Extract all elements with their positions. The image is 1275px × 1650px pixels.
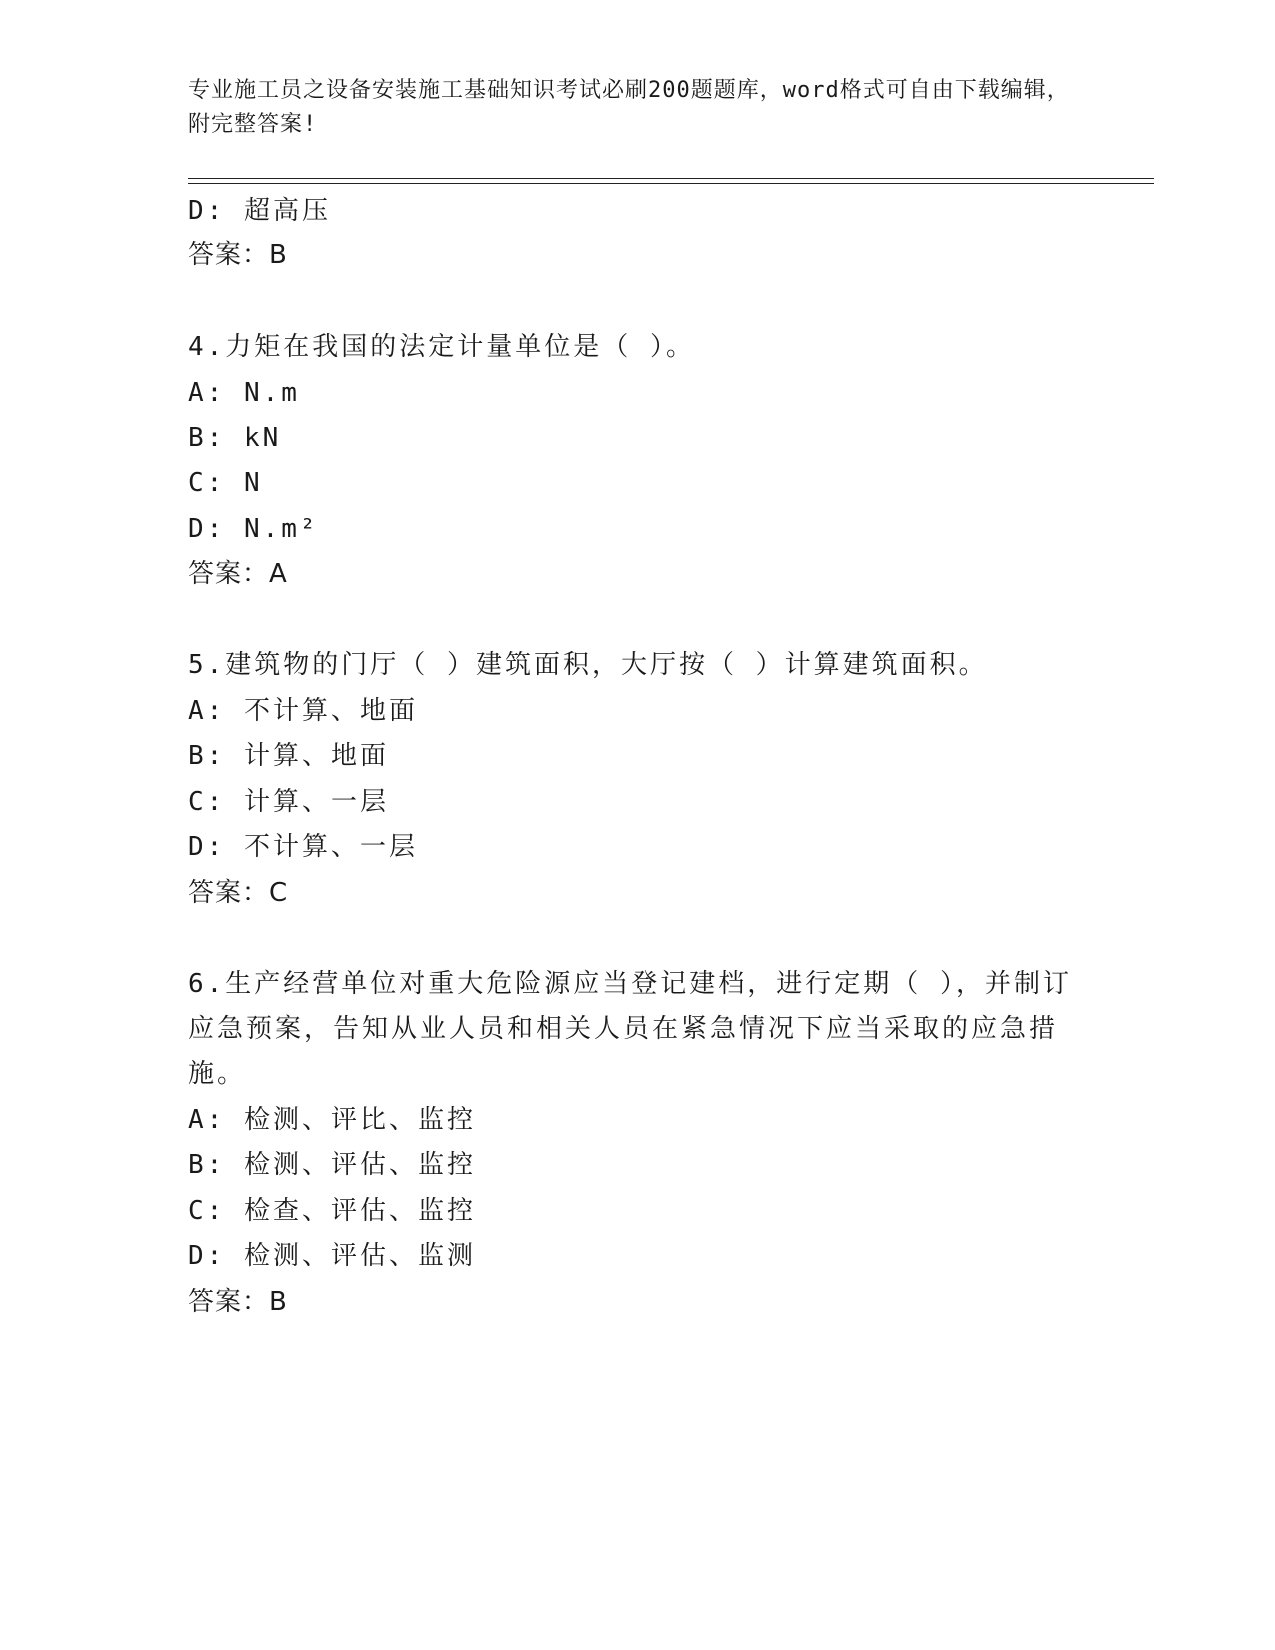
q5-option-c: C: 计算、一层 <box>188 787 389 817</box>
q4-question: 4.力矩在我国的法定计量单位是（ ）。 <box>188 332 695 362</box>
q4-option-d: D: N.m² <box>188 514 319 544</box>
q6-option-d: D: 检测、评估、监测 <box>188 1241 476 1271</box>
q6-answer: 答案：B <box>188 1287 288 1317</box>
header-divider-top <box>188 178 1154 179</box>
q6-option-c: C: 检查、评估、监控 <box>188 1196 476 1226</box>
q6-question: 6.生产经营单位对重大危险源应当登记建档，进行定期（ ），并制订应急预案，告知从业人员和相关人员在紧急情况下应当采取的应急措施。 <box>188 969 1072 1089</box>
q5-question: 5.建筑物的门厅（ ）建筑面积，大厅按（ ）计算建筑面积。 <box>188 650 988 680</box>
q3-option-d: D: 超高压 <box>188 196 331 226</box>
q5-answer: 答案：C <box>188 878 289 908</box>
q4-option-b: B: kN <box>188 423 282 453</box>
q4-option-c: C: N <box>188 468 263 498</box>
q6-option-a: A: 检测、评比、监控 <box>188 1105 476 1135</box>
q6-option-b: B: 检测、评估、监控 <box>188 1150 476 1180</box>
q4-answer: 答案：A <box>188 559 288 589</box>
q5-option-d: D: 不计算、一层 <box>188 832 418 862</box>
q5-option-b: B: 计算、地面 <box>188 741 389 771</box>
header-divider-bottom <box>188 183 1154 184</box>
q3-answer: 答案：B <box>188 240 288 270</box>
q5-option-a: A: 不计算、地面 <box>188 696 418 726</box>
q4-option-a: A: N.m <box>188 378 300 408</box>
document-header: 专业施工员之设备安装施工基础知识考试必刷200题题库，word格式可自由下载编辑，附完整答案! <box>188 78 1070 137</box>
